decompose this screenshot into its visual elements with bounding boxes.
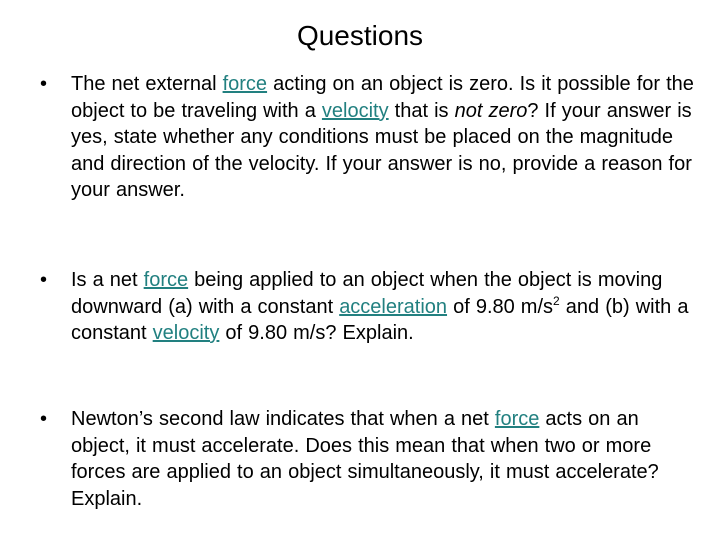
velocity-link[interactable]: velocity [321, 99, 389, 122]
question-text-3 [71, 406, 701, 512]
question-text-2 [71, 267, 701, 347]
bullet-icon: • [40, 408, 48, 430]
superscript: 2 [553, 293, 560, 308]
text-segment: that is [388, 99, 455, 122]
text-segment: of 9.80 m/s? Explain. [219, 322, 414, 344]
bullet-icon: • [40, 269, 48, 291]
text-segment: acting on an object is zero. Is it possible for the object to be traveling with a [71, 73, 694, 122]
acceleration-link[interactable]: acceleration [339, 295, 448, 318]
text-segment: ? If your answer is yes, state whether any conditions must be placed on the magnitude and direction of the velocity. If your answer is no, provide a reason for your answer. [71, 99, 692, 201]
bullet-icon: • [40, 73, 48, 95]
text-segment: Newton’s second law indicates that when a net [71, 408, 495, 430]
emphasis-text: not zero [454, 99, 528, 122]
text-segment: of 9.80 m/s [447, 295, 554, 318]
text-segment: being applied to an object when the object is moving downward (a) with a constant [71, 269, 663, 318]
page-title: Questions [296, 20, 424, 51]
velocity-link[interactable]: velocity [152, 322, 220, 344]
text-segment: acts on an object, it must accelerate. Does this mean that when two or more forces are applied to an object simultaneously, it must accelerate? Explain. [71, 408, 659, 510]
force-link[interactable]: force [222, 73, 268, 95]
text-segment: Is a net [71, 269, 144, 291]
text-segment: and (b) with a constant [71, 295, 689, 344]
force-link[interactable]: force [143, 269, 189, 291]
question-text-1 [71, 71, 701, 204]
text-segment: The net external [71, 73, 223, 95]
force-link[interactable]: force [494, 408, 540, 430]
